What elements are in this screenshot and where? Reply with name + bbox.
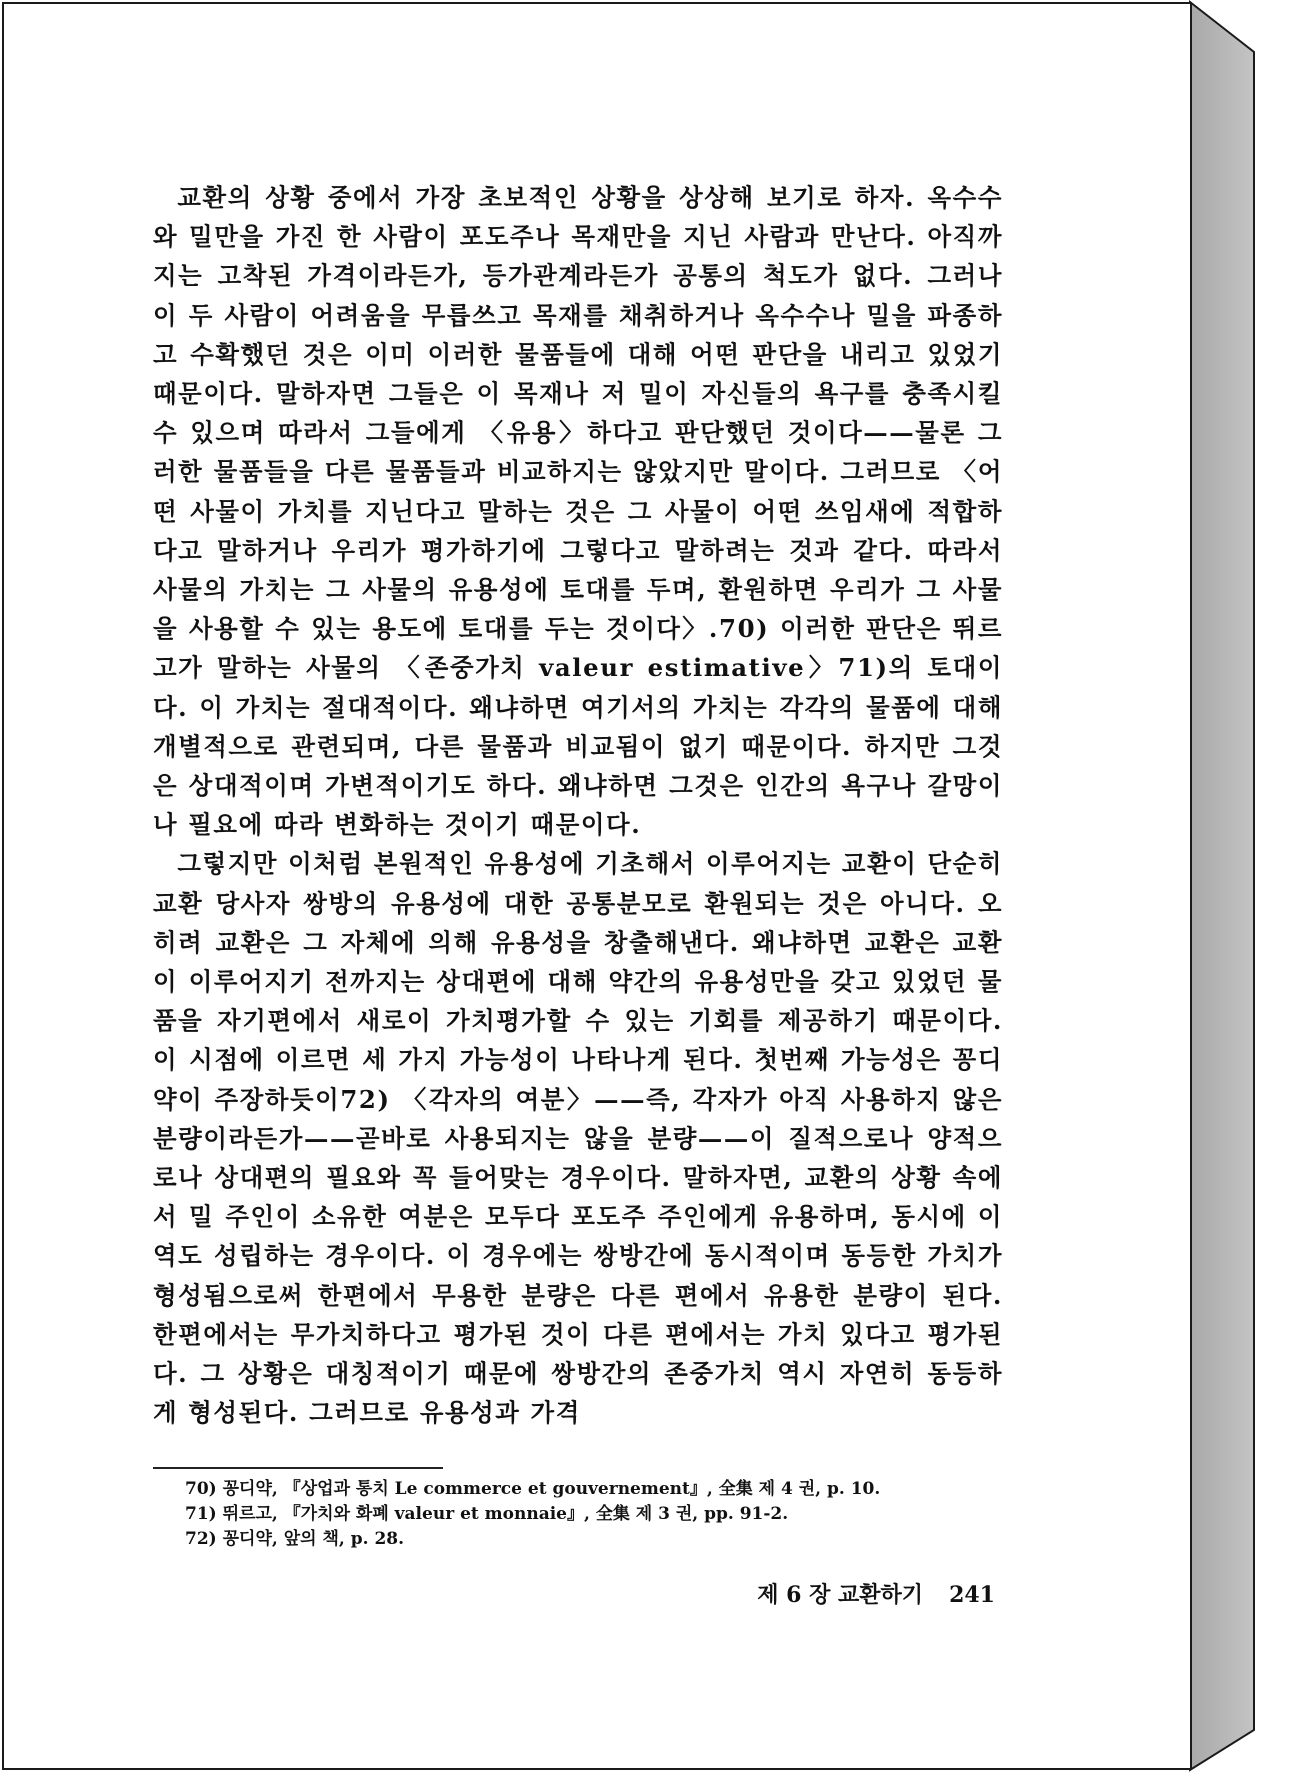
paragraph-1: 교환의 상황 중에서 가장 초보적인 상황을 상상해 보기로 하자. 옥수수와 밀만을 가진 한 사람이 포도주나 목재만을 지닌 사람과 만난다. 아직까지는 고착된 가격이라든가, 등가관계라든가 공통의 척도가 없다. 그러나 이 두 사람이 어려움을 무릅쓰고 목재를 채취하거나 옥수수나 밀을 파종하고 수확했던 것은 이미 이러한 물품들에 대해 어떤 판단을 내리고 있었기 때문이다. 말하자면 그들은 이 목재나 저 밀이 자신들의 욕구를 충족시킬 수 있으며 따라서 그들에게 〈유용〉하다고 판단했던 것이다——물론 그러한 물품들을 다른 물품들과 비교하지는 않았지만 말이다. 그러므로 〈어떤 사물이 가치를 지닌다고 말하는 것은 그 사물이 어떤 쓰임새에 적합하다고 말하거나 우리가 평가하기에 그렇다고 말하려는 것과 같다. 따라서 사물의 가치는 그 사물의 유용성에 토대를 두며, 환원하면 우리가 그 사물을 사용할 수 있는 용도에 토대를 두는 것이다〉.70) 이러한 판단은 뛰르고가 말하는 사물의 〈존중가치 valeur estimative〉71)의 토대이다. 이 가치는 절대적이다. 왜냐하면 여기서의 가치는 각각의 물품에 대해 개별적으로 관련되며, 다른 물품과 비교됨이 없기 때문이다. 하지만 그것은 상대적이며 가변적이기도 하다. 왜냐하면 그것은 인간의 욕구나 갈망이나 필요에 따라 변화하는 것이기 때문이다. [153,183,1003,840]
page-number: 241 [949,1582,995,1608]
paragraph-2: 그렇지만 이처럼 본원적인 유용성에 기초해서 이루어지는 교환이 단순히 교환 당사자 쌍방의 유용성에 대한 공통분모로 환원되는 것은 아니다. 오히려 교환은 그 자체에 의해 유용성을 창출해낸다. 왜냐하면 교환은 교환이 이루어지기 전까지는 상대편에 대해 약간의 유용성만을 갖고 있었던 물품을 자기편에서 새로이 가치평가할 수 있는 기회를 제공하기 때문이다. 이 시점에 이르면 세 가지 가능성이 나타나게 된다. 첫번째 가능성은 꽁디약이 주장하듯이72) 〈각자의 여분〉——즉, 각자가 아직 사용하지 않은 분량이라든가——곧바로 사용되지는 않을 분량——이 질적으로나 양적으로나 상대편의 필요와 꼭 들어맞는 경우이다. 말하자면, 교환의 상황 속에서 밀 주인이 소유한 여분은 모두다 포도주 주인에게 유용하며, 동시에 이 역도 성립하는 경우이다. 이 경우에는 쌍방간에 동시적이며 동등한 가치가 형성됨으로써 한편에서 무용한 분량은 다른 편에서 유용한 분량이 된다. 한편에서는 무가치하다고 평가된 것이 다른 편에서는 가치 있다고 평가된다. 그 상황은 대칭적이기 때문에 쌍방간의 존중가치 역시 자연히 동등하게 형성된다. 그러므로 유용성과 가격 [153,849,1003,1428]
running-footer [720,1578,995,1609]
footnote-70: 70) 꽁디약, 『상업과 통치 Le commerce et gouvernement』, 全集 제 4 권, p. 10. [185,1479,881,1499]
page-body [153,178,1003,1433]
footnotes [185,1477,945,1552]
footnote-71: 71) 뛰르고, 『가치와 화폐 valeur et monnaie』, 全集 제 3 권, pp. 91-2. [185,1504,789,1524]
footnote-divider [153,1467,443,1469]
chapter-title: 제 6 장 교환하기 [757,1582,924,1608]
footnote-72: 72) 꽁디약, 앞의 책, p. 28. [185,1529,405,1549]
